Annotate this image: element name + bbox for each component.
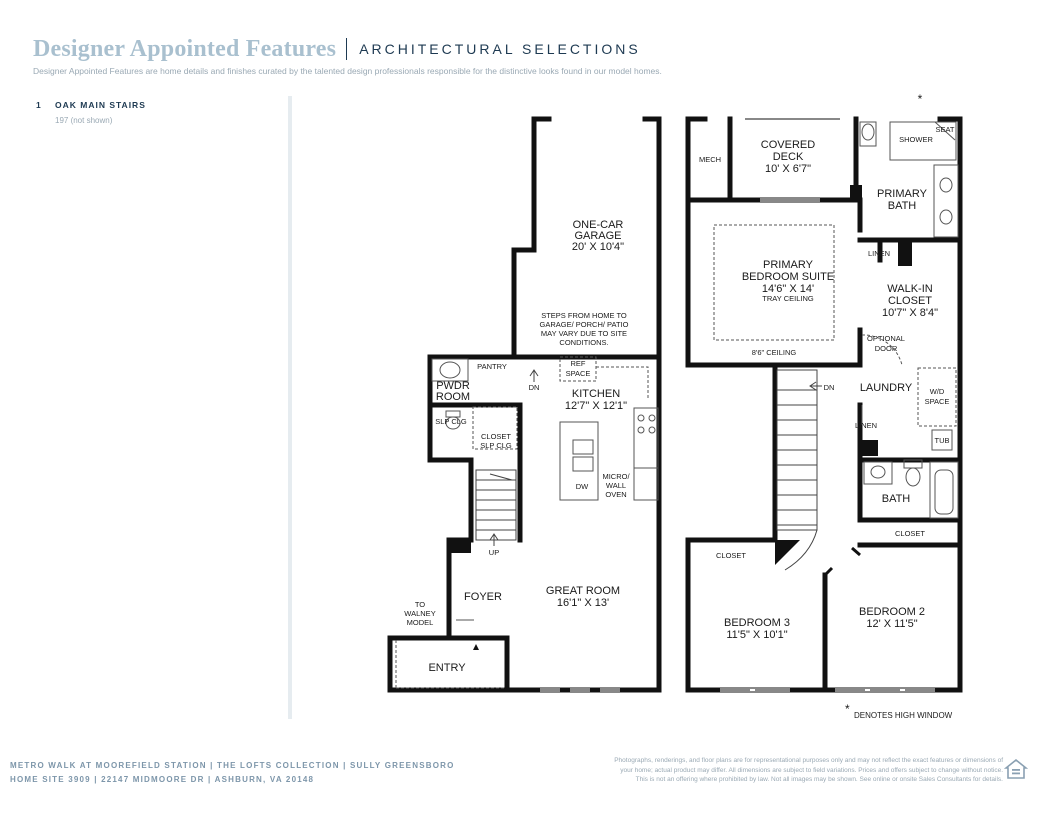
- disclaimer-line-2: your home; actual product may differ. All dimensions are subject to field variations. Prices and offers subject to change without notice.: [620, 766, 1003, 774]
- footer-disclaimer: [523, 756, 1003, 785]
- micro-label-1: MICRO/: [602, 472, 630, 481]
- closet-slp-label: SLP CLG: [480, 441, 512, 450]
- garage-label: ONE-CAR: [572, 219, 624, 231]
- walk-in-2: CLOSET: [887, 295, 933, 307]
- section-title: ARCHITECTURAL SELECTIONS: [359, 41, 641, 57]
- ref-space-2: SPACE: [565, 369, 591, 378]
- primary-suite-2: BEDROOM SUITE: [741, 271, 835, 283]
- steps-note-1: STEPS FROM HOME TO: [541, 311, 627, 320]
- pantry-label: PANTRY: [477, 362, 507, 371]
- footer-line-1: METRO WALK AT MOOREFIELD STATION | THE LOFTS COLLECTION | SULLY GREENSBORO: [10, 761, 455, 770]
- entry-label: ENTRY: [428, 662, 466, 674]
- micro-label-3: OVEN: [605, 490, 627, 499]
- upper-level-plan: [688, 119, 960, 690]
- foyer-label: FOYER: [464, 591, 502, 603]
- optional-door-1: OPTIONAL: [867, 334, 905, 343]
- shower-label: SHOWER: [899, 135, 933, 144]
- pwdr-label-2: ROOM: [435, 391, 471, 403]
- great-room-size: 16'1" X 13': [556, 597, 610, 609]
- great-room-label: GREAT ROOM: [545, 585, 621, 597]
- mech-label: MECH: [698, 155, 722, 164]
- feature-list: [36, 100, 266, 133]
- page-header: [33, 34, 641, 64]
- equal-housing-icon: [1004, 758, 1028, 782]
- feature-item: [36, 100, 266, 125]
- ceiling-label: 8'6" CEILING: [751, 348, 797, 357]
- tub-label: TUB: [934, 436, 950, 445]
- covered-deck-size: 10' X 6'7": [764, 163, 812, 175]
- garage-label-2: GARAGE: [574, 230, 622, 242]
- floor-plans: [380, 90, 1000, 730]
- wd-label-2: SPACE: [924, 397, 950, 406]
- primary-suite-size: 14'6" X 14': [761, 283, 815, 295]
- kitchen-size: 12'7" X 12'1": [564, 400, 628, 412]
- disclaimer-line-3: This is not an offering where prohibited by law. Not all images may be shown. See online or onsite Sales Consultants for details.: [635, 776, 1003, 783]
- ref-space-1: REF: [570, 359, 586, 368]
- page-title: Designer Appointed Features: [33, 35, 337, 62]
- primary-suite-1: PRIMARY: [763, 259, 813, 271]
- page-subtitle: Designer Appointed Features are home details and finishes curated by the talented design professionals responsible for the distinctive looks found in our model homes.: [33, 66, 662, 76]
- to-walney-3: MODEL: [406, 618, 434, 627]
- linen-upper-label: LINEN: [867, 249, 891, 258]
- legend-text: DENOTES HIGH WINDOW: [854, 711, 953, 720]
- legend-asterisk: *: [845, 702, 850, 716]
- dw-label: DW: [575, 482, 589, 491]
- high-window-asterisk: *: [917, 92, 923, 106]
- garage-size: 20' X 10'4": [571, 241, 625, 253]
- pwdr-label-1: PWDR: [436, 380, 470, 392]
- disclaimer-line-1: Photographs, renderings, and floor plans are for representational purposes only and may not reflect the exact features or dimensions of: [614, 757, 1003, 764]
- wd-label-1: W/D: [929, 387, 945, 396]
- closet-label: CLOSET: [480, 432, 512, 441]
- bedroom2-label: BEDROOM 2: [858, 606, 926, 618]
- bedroom3-label: BEDROOM 3: [723, 617, 791, 629]
- slp-clg-label: SLP CLG: [435, 417, 467, 426]
- dn-main-label: DN: [528, 383, 540, 392]
- micro-label-2: WALL: [605, 481, 627, 490]
- kitchen-label: KITCHEN: [571, 388, 621, 400]
- bath-label: BATH: [881, 493, 911, 505]
- feature-note: 197 (not shown): [55, 116, 113, 125]
- laundry-label: LAUNDRY: [859, 382, 913, 394]
- steps-note-3: MAY VARY DUE TO SITE: [540, 329, 628, 338]
- steps-note-4: CONDITIONS.: [559, 338, 609, 347]
- dn-upper-label: DN: [823, 383, 835, 392]
- column-divider: [288, 96, 292, 719]
- primary-bath-2: BATH: [887, 200, 917, 212]
- tray-ceiling-label: TRAY CEILING: [762, 294, 814, 303]
- to-walney-2: WALNEY: [404, 609, 436, 618]
- linen-lower-label: LINEN: [854, 421, 878, 430]
- up-label: UP: [488, 548, 500, 557]
- bedroom3-size: 11'5" X 10'1": [726, 629, 788, 641]
- feature-number: 1: [36, 100, 42, 110]
- closet-b2-label: CLOSET: [894, 529, 926, 538]
- bedroom2-size: 12' X 11'5": [866, 618, 918, 630]
- optional-door-2: DOOR: [874, 344, 898, 353]
- seat-label: SEAT: [935, 125, 955, 134]
- primary-bath-1: PRIMARY: [877, 188, 927, 200]
- feature-name: OAK MAIN STAIRS: [55, 100, 146, 110]
- steps-note-2: GARAGE/ PORCH/ PATIO: [539, 320, 629, 329]
- covered-deck-2: DECK: [772, 151, 804, 163]
- walk-in-size: 10'7" X 8'4": [881, 307, 939, 319]
- footer-address: [10, 759, 455, 787]
- covered-deck-1: COVERED: [760, 139, 816, 151]
- to-walney-1: TO: [414, 600, 426, 609]
- closet-b3-label: CLOSET: [715, 551, 747, 560]
- title-divider: [346, 38, 347, 60]
- walk-in-1: WALK-IN: [887, 283, 933, 295]
- footer-line-2: HOME SITE 3909 | 22147 MIDMOORE DR | ASHBURN, VA 20148: [10, 775, 315, 784]
